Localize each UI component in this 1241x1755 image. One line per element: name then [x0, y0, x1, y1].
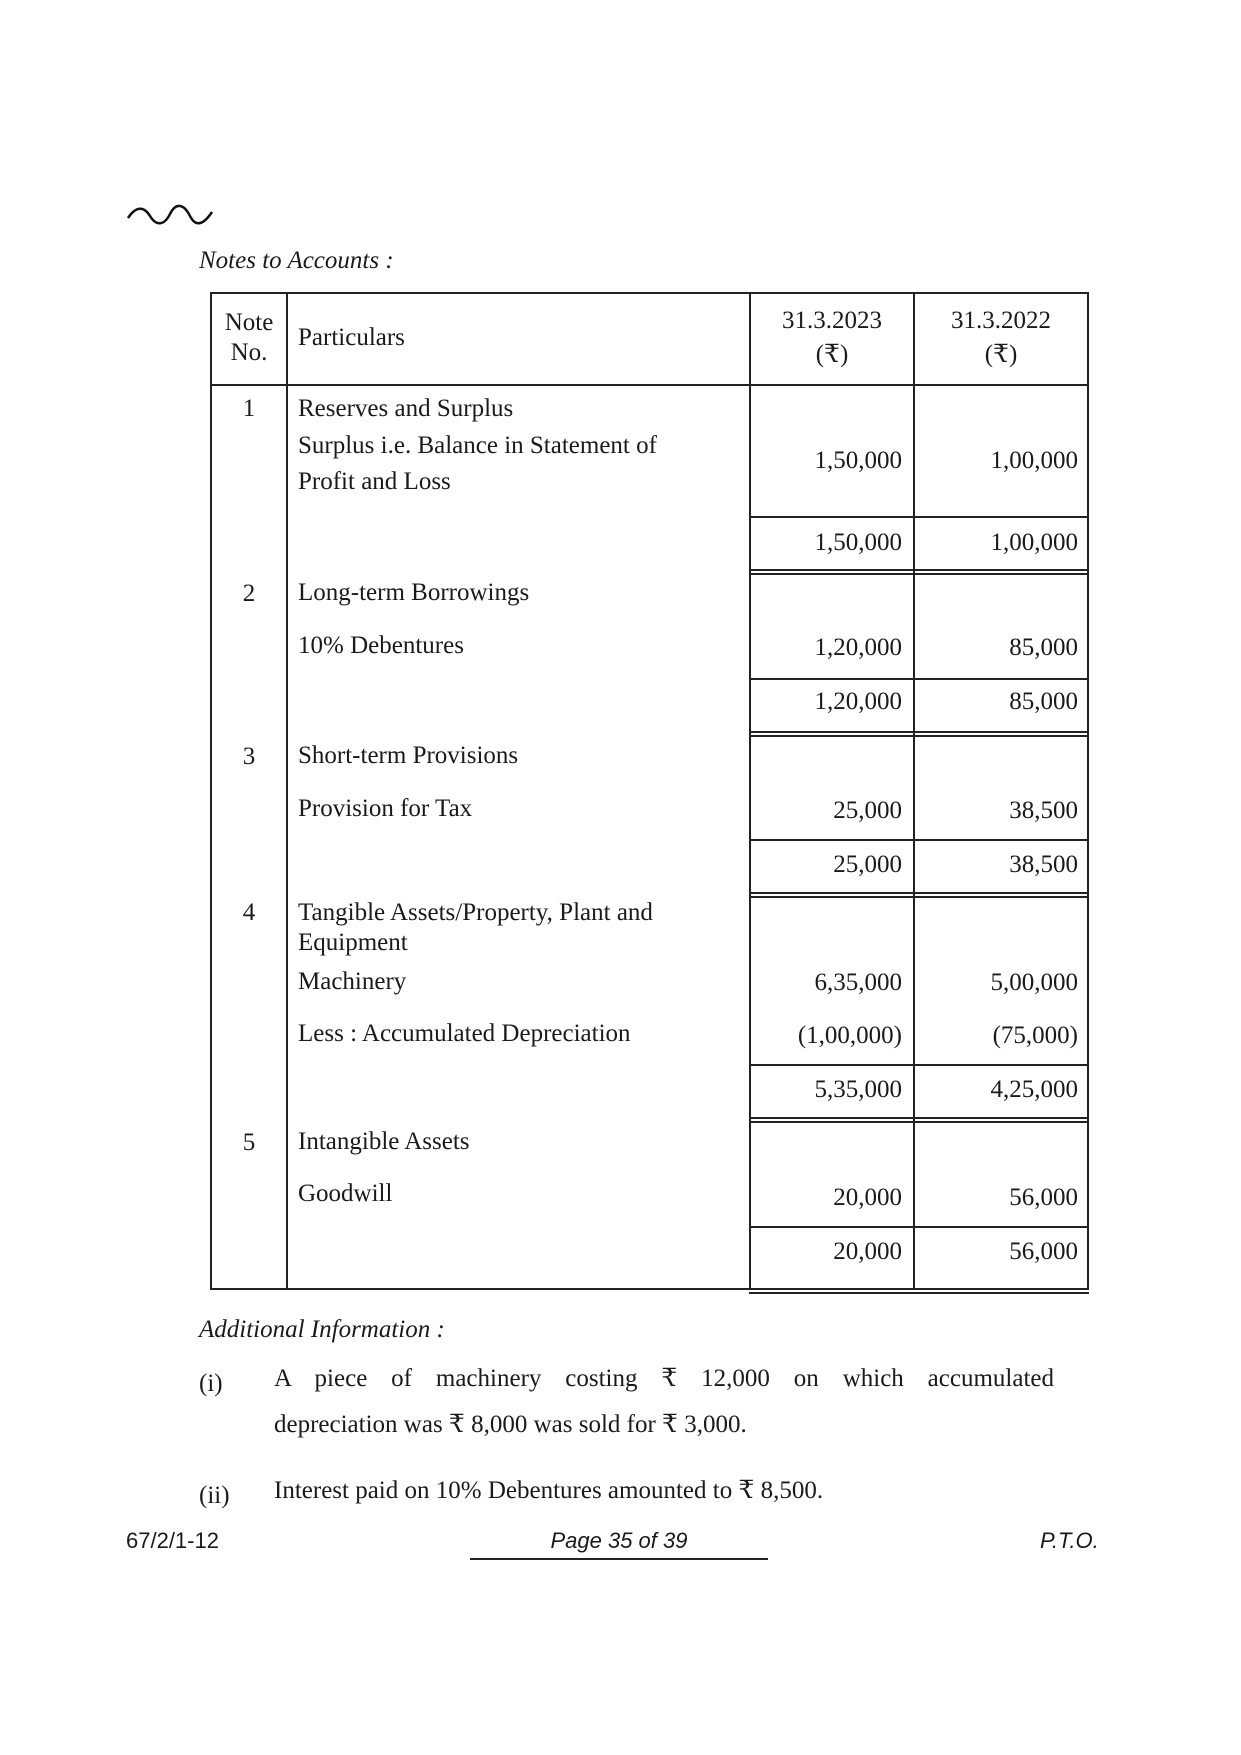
- additional-info-heading: Additional Information :: [199, 1316, 445, 1343]
- total-2023: 20,000: [833, 1238, 902, 1265]
- note-title: Long-term Borrowings: [298, 579, 530, 606]
- footer-page-number: Page 35 of 39: [550, 1528, 688, 1553]
- total-2023: 25,000: [833, 851, 902, 878]
- note-item-label: Surplus i.e. Balance in Statement of Profit and Loss: [298, 432, 657, 495]
- note-title: Reserves and Surplus: [298, 395, 514, 422]
- value-2023: 20,000: [833, 1184, 902, 1211]
- header-particulars: Particulars: [298, 324, 405, 351]
- total-2023: 1,50,000: [814, 529, 902, 556]
- value-2023: 6,35,000: [814, 969, 902, 996]
- item-text: Interest paid on 10% Debentures amounted to ₹ 8,500.: [274, 1477, 824, 1504]
- note-number: 4: [242, 899, 256, 926]
- footer-code: 67/2/1-12: [126, 1528, 219, 1553]
- notes-table: [210, 292, 1090, 1292]
- total-2022: 4,25,000: [990, 1076, 1078, 1103]
- value-2022: 85,000: [1009, 634, 1078, 661]
- note-item-label: Goodwill: [298, 1180, 393, 1207]
- note-number: 1: [242, 395, 256, 422]
- value-2023: 1,50,000: [814, 447, 902, 474]
- note-title: Short-term Provisions: [298, 742, 519, 769]
- value-2023: (1,00,000): [797, 1022, 902, 1049]
- total-2022: 1,00,000: [990, 529, 1078, 556]
- total-2022: 85,000: [1009, 688, 1078, 715]
- total-2023: 5,35,000: [814, 1076, 902, 1103]
- header-note-no: Note No.: [224, 309, 274, 366]
- notes-heading: Notes to Accounts :: [199, 247, 394, 274]
- note-item-label: Less : Accumulated Depreciation: [298, 1020, 631, 1047]
- total-2023: 1,20,000: [814, 688, 902, 715]
- footer-pto: P.T.O.: [1040, 1528, 1099, 1553]
- note-title: Tangible Assets/Property, Plant and Equipment: [298, 899, 653, 956]
- note-title: Intangible Assets: [298, 1128, 470, 1155]
- note-item-label: 10% Debentures: [298, 632, 464, 659]
- header-2022: 31.3.2022 (₹): [951, 307, 1051, 368]
- value-2022: 38,500: [1009, 797, 1078, 824]
- total-2022: 56,000: [1009, 1238, 1078, 1265]
- value-2023: 25,000: [833, 797, 902, 824]
- header-2023: 31.3.2023 (₹): [782, 307, 882, 368]
- total-2022: 38,500: [1009, 851, 1078, 878]
- item-number: (i): [199, 1370, 223, 1397]
- note-number: 5: [242, 1129, 256, 1156]
- value-2022: 5,00,000: [990, 969, 1078, 996]
- footer-underline: [470, 1558, 768, 1560]
- item-text: A piece of machinery costing ₹ 12,000 on which accumulated depreciation was ₹ 8,000 was sold for ₹ 3,000.: [274, 1365, 1054, 1438]
- value-2022: 56,000: [1009, 1184, 1078, 1211]
- item-number: (ii): [199, 1482, 230, 1509]
- note-item-label: Provision for Tax: [298, 795, 473, 822]
- note-number: 3: [242, 743, 256, 770]
- value-2022: 1,00,000: [990, 447, 1078, 474]
- value-2022: (75,000): [992, 1022, 1078, 1049]
- wave-mark-icon: [126, 202, 214, 228]
- value-2023: 1,20,000: [814, 634, 902, 661]
- note-item-label: Machinery: [298, 968, 407, 995]
- note-number: 2: [242, 580, 256, 607]
